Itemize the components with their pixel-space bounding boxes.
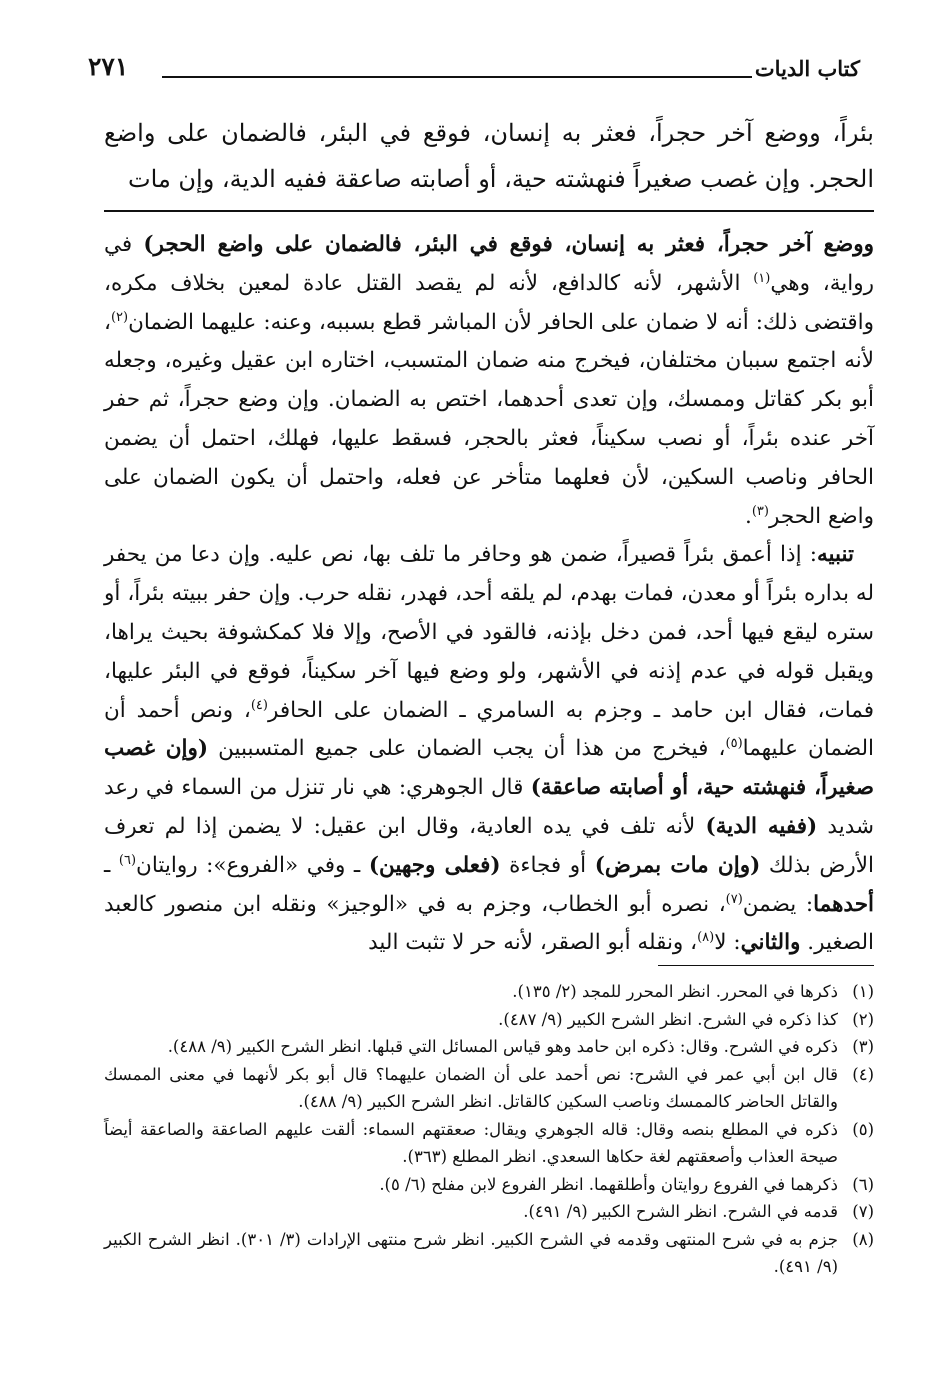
sharh-text-run: الأشهر، لأنه كالدافع، لأنه لم يقصد القتل عادة لمعين بخلاف مكره، واقتضى ذلك: أنه لا ضمان على الحافر لأن المباشر قطع بسببه، وعنه: عليهما الضمان <box>104 270 874 335</box>
sharh-text-run: ، لأنه اجتمع سببان مختلفان، فيخرج منه ضمان المتسبب، اختاره ابن عقيل وغيره، وجعله أبو بكر كقاتل وممسك، وإن تعدى أحدهما، اختص به الضمان. وإن وضع حجراً، ثم حفر آخر عنده بئراً، أو نصب سكيناً، فعثر بالحجر، فسقط عليها، فهلك، احتمل أن يضمن الحافر وناصب السكين، لأن فعلهما متأخر عن فعله، واحتمل أن يكون الضمان على واضع الحجر <box>104 309 874 529</box>
footnote-ref: (٨) <box>697 930 715 946</box>
page-header <box>88 52 860 88</box>
footnote-text: ذكرهما في الفروع روايتان وأطلقهما. انظر الفروع لابن مفلح (٦/ ٥). <box>379 1174 838 1194</box>
bold-term: أحدهما <box>813 891 874 917</box>
footnote-ref: (٣) <box>751 503 769 519</box>
footnote-separator <box>658 965 874 966</box>
footnote-text: ذكره في الشرح. وقال: ذكره ابن حامد وهو قياس المسائل التي قبلها. انظر الشرح الكبير (٩/ ٤٨٨). <box>167 1037 838 1056</box>
sharh-text-run: ، نصره أبو الخطاب، وجزم به في «الوجيز» ونقله ابن منصور كالعبد الصغير. <box>104 891 874 956</box>
footnote-text: ذكرها في المحرر. انظر المحرر للمجد (٢/ ١٣٥). <box>512 982 838 1001</box>
sharh-text-run: ، فيخرج من هذا أن يجب الضمان على جميع المتسببين <box>208 736 726 762</box>
matn-separator <box>104 210 874 212</box>
footnotes <box>104 978 874 1281</box>
footnote-number: (٧) <box>852 1202 874 1221</box>
sharh-text <box>104 226 874 963</box>
footnote <box>104 1061 874 1116</box>
footnote-text: كذا ذكره في الشرح. انظر الشرح الكبير (٩/ ٤٨٧). <box>498 1009 838 1029</box>
matn-paragraph: بئراً، ووضع آخر حجراً، فعثر به إنسان، فوقع في البئر، فالضمان على واضع الحجر. وإن غصب صغيراً فنهشته حية، أو أصابته صاعقة ففيه الدية، وإن مات <box>104 119 874 193</box>
matn-text <box>104 110 874 202</box>
footnote-number: (٤) <box>852 1064 874 1084</box>
quoted-matn: (وإن مات بمرض) <box>594 852 761 878</box>
footnote-number: (٥) <box>852 1119 874 1139</box>
footnote-text: قال ابن أبي عمر في الشرح: نص أحمد على أن الضمان عليهما؟ قال أبو بكر لأنهما في معنى الممسك والقاتل الحاضر كالممسك وناصب السكين كالقاتل. انظر الشرح الكبير (٩/ ٤٨٨). <box>104 1064 838 1111</box>
quoted-matn: (وإن غصب صغيراً، فنهشته حية، أو أصابته صاعقة) <box>104 736 875 801</box>
footnote <box>104 1116 874 1171</box>
sharh-text-run: : يضمن <box>742 891 814 917</box>
footnote <box>104 1226 874 1281</box>
footnote <box>104 1198 874 1226</box>
quoted-matn: ووضع آخر حجراً، فعثر به إنسان، فوقع في البئر، فالضمان على واضع الحجر) <box>143 232 874 257</box>
sharh-text-run: . <box>744 503 752 529</box>
chapter-title: كتاب الديات <box>754 56 860 81</box>
footnote-ref: (٥) <box>725 736 743 752</box>
sharh-text-run: في رواية، وهي <box>104 232 874 296</box>
sharh-text-run: ـ وفي «الفروع»: روايتان <box>136 852 369 878</box>
quoted-matn: (ففيه الدية) <box>705 813 818 839</box>
footnote-number: (٦) <box>852 1174 874 1194</box>
footnote-ref: (٢) <box>110 309 129 325</box>
sharh-paragraph-1 <box>104 226 874 536</box>
footnote <box>104 1006 874 1034</box>
footnote <box>104 1171 874 1199</box>
footnote-number: (١) <box>852 982 874 1001</box>
footnote-text: جزم به في شرح المنتهى وقدمه في الشرح الكبير. انظر شرح منتهى الإرادات (٣/ ٣٠١). انظر الشرح الكبير (٩/ ٤٩١). <box>104 1229 838 1276</box>
footnote-ref: (٦) <box>118 852 137 868</box>
sharh-text-run: لأنه تلف في يده العادية، وقال ابن عقيل: لا يضمن إذا لم تعرف الأرض بذلك <box>104 813 874 878</box>
sharh-text-run: أو فجاءة <box>500 852 595 878</box>
sharh-text-run: قال الجوهري: هي نار تنزل من السماء في رعد شديد <box>104 775 874 839</box>
footnote-ref: (١) <box>753 270 771 286</box>
page-number: ٢٧١ <box>88 52 129 81</box>
header-rule <box>162 76 752 78</box>
sharh-paragraph-2 <box>104 536 874 963</box>
bold-term: والثاني <box>740 930 801 956</box>
footnote <box>104 1033 874 1061</box>
footnote-number: (٣) <box>852 1037 874 1056</box>
sharh-text-run: : لا <box>714 930 741 956</box>
footnote-ref: (٤) <box>250 697 268 713</box>
note-label: تنبيه <box>817 542 854 568</box>
footnote-text: ذكره في المطلع بنصه وقال: قاله الجوهري ويقال: صعقتهم السماء: ألقت عليهم الصاعقة والصاعقة أيضاً صيحة العذاب وأصعقتهم لغة حكاها السعدي. انظر المطلع (٣٦٣). <box>104 1119 838 1166</box>
sharh-text-run: ، ونقله أبو الصقر، لأنه حر لا تثبت اليد <box>368 930 698 956</box>
footnote-ref: (٧) <box>725 891 743 907</box>
quoted-matn: (فعلى وجهين) <box>368 852 501 878</box>
sharh-text-run: ، ونص أحمد أن الضمان عليهما <box>104 697 874 762</box>
sharh-text-run: ـ <box>104 852 119 878</box>
footnote-number: (٨) <box>852 1229 874 1249</box>
sharh-text-run: : إذا أعمق بئراً قصيراً، ضمن هو وحافر ما تلف بها، نص عليه. وإن دعا من يحفر له بداره بئراً أو معدن، فمات بهدم، لم يلقه أحد، فهدر، نقله حرب. وإن حفر ببيته بئراً، أو ستره ليقع فيها أحد، فمن دخل بإذنه، فالقود في الأصح، وإلا فلا كمكشوفة بحيث يراها، ويقبل قوله في عدم إذنه في الأشهر، ولو وضع فيها آخر سكيناً، فوقع في البئر عليها، فمات، فقال ابن حامد ـ وجزم به السامري ـ الضمان على الحافر <box>104 542 874 723</box>
footnote-number: (٢) <box>852 1009 874 1029</box>
footnote <box>104 978 874 1006</box>
footnote-text: قدمه في الشرح. انظر الشرح الكبير (٩/ ٤٩١). <box>523 1202 838 1221</box>
